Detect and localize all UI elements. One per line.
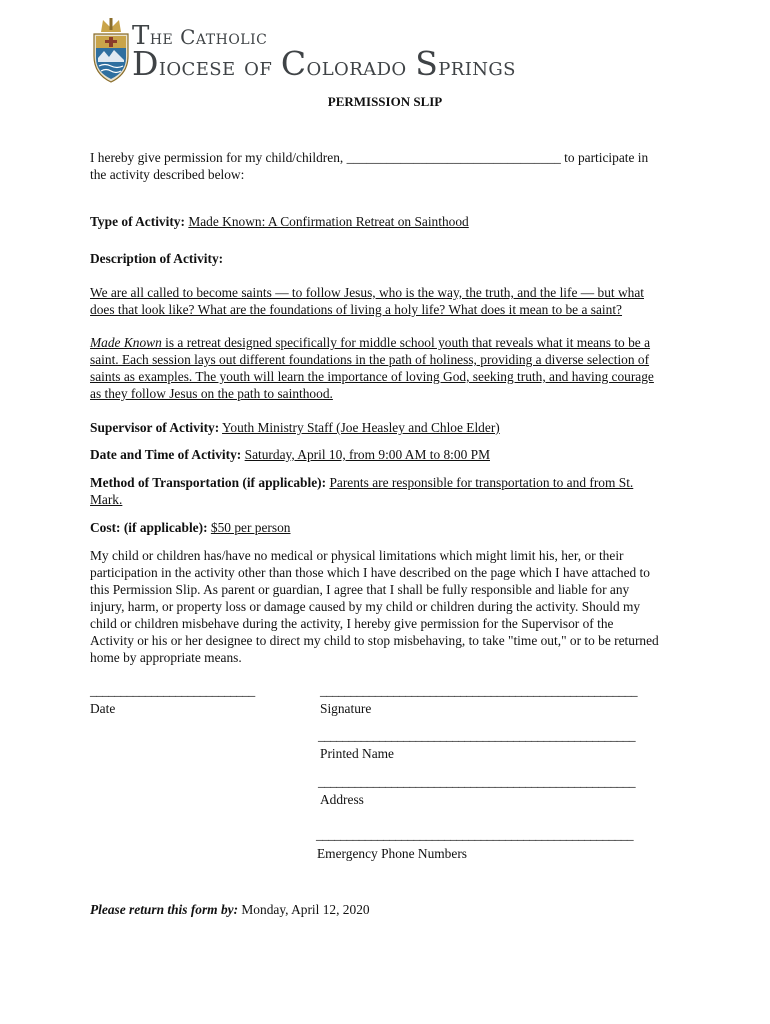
transport-value-line-1: Parents are responsible for transportation to and from St. bbox=[329, 475, 634, 490]
liability-line: this Permission Slip. As parent or guardian, I agree that I shall be fully responsible and liable for any bbox=[90, 582, 630, 597]
supervisor-row bbox=[90, 419, 680, 436]
diocese-name-logo bbox=[132, 21, 516, 83]
description-label: Description of Activity: bbox=[90, 251, 224, 266]
signature-input-line[interactable]: ____________________________________________________ bbox=[320, 683, 637, 698]
transport-line-1 bbox=[90, 474, 680, 491]
description-p1-line-2: does that look like? What are the foundations of living a holy life? What does it mean to be a saint? bbox=[90, 302, 623, 317]
date-label: Date bbox=[90, 701, 116, 716]
logo-initial-d: D bbox=[132, 44, 159, 83]
logo-initial-s: S bbox=[415, 44, 439, 83]
transport-row bbox=[90, 474, 680, 508]
datetime-row bbox=[90, 446, 680, 463]
diocese-seal-logo bbox=[90, 18, 132, 84]
printed-name-input-line[interactable]: ____________________________________________________ bbox=[318, 728, 635, 743]
logo-initial-t: T bbox=[132, 21, 150, 51]
liability-line: participation in the activity other than those which I have described on the page which I have attached to bbox=[90, 565, 650, 580]
address-input-line[interactable]: ____________________________________________________ bbox=[318, 774, 635, 789]
liability-paragraph bbox=[90, 547, 680, 666]
datetime-label: Date and Time of Activity: bbox=[90, 447, 242, 462]
description-p1-line-1: We are all called to become saints — to follow Jesus, who is the way, the truth, and the life — but what bbox=[90, 285, 644, 300]
intro-line-2: the activity described below: bbox=[90, 167, 245, 182]
activity-type-value: Made Known: A Confirmation Retreat on Sainthood bbox=[188, 214, 469, 229]
liability-line: Activity or his or her designee to direct my child to stop misbehaving, to take "time out," or to be returned bbox=[90, 633, 659, 648]
cost-value: $50 per person bbox=[210, 520, 291, 535]
supervisor-value: Youth Ministry Staff (Joe Heasley and Chloe Elder) bbox=[222, 420, 500, 435]
return-by-date: Monday, April 12, 2020 bbox=[238, 902, 370, 917]
signature-label: Signature bbox=[320, 701, 372, 716]
logo-initial-c: C bbox=[280, 44, 307, 83]
description-paragraph-1 bbox=[90, 284, 680, 318]
supervisor-label: Supervisor of Activity: bbox=[90, 420, 220, 435]
logo-word-springs: prings bbox=[438, 52, 516, 82]
liability-line: home by appropriate means. bbox=[90, 650, 242, 665]
cost-label: Cost: (if applicable): bbox=[90, 520, 208, 535]
activity-type-row bbox=[90, 213, 680, 230]
description-p2-line-3: saints as examples. The youth will learn the importance of loving God, seeking truth, and having courage bbox=[90, 369, 654, 384]
logo-word-diocese-of: iocese of bbox=[158, 52, 281, 82]
description-p2-line-1-text: is a retreat designed specifically for middle school youth that reveals what it means to be a bbox=[161, 335, 651, 350]
transport-value-line-2: Mark. bbox=[90, 492, 123, 507]
logo-word-the-catholic: he Catholic bbox=[149, 25, 268, 49]
emergency-phone-input-line[interactable]: ____________________________________________________ bbox=[316, 827, 633, 842]
activity-type-label: Type of Activity: bbox=[90, 214, 185, 229]
logo-line-diocese bbox=[132, 44, 516, 83]
address-label: Address bbox=[320, 792, 364, 807]
liability-line: child or children misbehave during the activity, I hereby give permission for the Supervisor of the bbox=[90, 616, 614, 631]
liability-line: My child or children has/have no medical or physical limitations which might limit his, her, or their bbox=[90, 548, 624, 563]
form-title: PERMISSION SLIP bbox=[327, 94, 443, 109]
date-input-line[interactable]: ___________________________ bbox=[90, 683, 255, 698]
datetime-value: Saturday, April 10, from 9:00 AM to 8:00 PM bbox=[244, 447, 490, 462]
return-by-row bbox=[90, 901, 680, 918]
intro-paragraph bbox=[90, 149, 680, 183]
description-p2-line-4: as they follow Jesus on the path to sainthood. bbox=[90, 386, 333, 401]
logo-word-colorado: olorado bbox=[306, 52, 416, 82]
retreat-title: Made Known bbox=[90, 335, 162, 350]
cost-row bbox=[90, 519, 680, 536]
description-p2-line-2: saint. Each session lays out different foundations in the path of holiness, providing a diverse selection of bbox=[90, 352, 650, 367]
transport-label: Method of Transportation (if applicable): bbox=[90, 475, 327, 490]
diocese-header bbox=[90, 14, 690, 84]
description-p2-line-1 bbox=[90, 334, 680, 351]
intro-line-1: I hereby give permission for my child/children, ________________________________ to participate in bbox=[90, 150, 649, 165]
printed-name-label: Printed Name bbox=[320, 746, 395, 761]
description-paragraph-2 bbox=[90, 334, 680, 402]
return-by-label: Please return this form by: bbox=[90, 902, 239, 917]
emergency-phone-label: Emergency Phone Numbers bbox=[317, 846, 467, 861]
logo-line-the-catholic bbox=[132, 21, 516, 51]
liability-line: injury, harm, or property loss or damage caused by my child or children during the activity. Should my bbox=[90, 599, 641, 614]
